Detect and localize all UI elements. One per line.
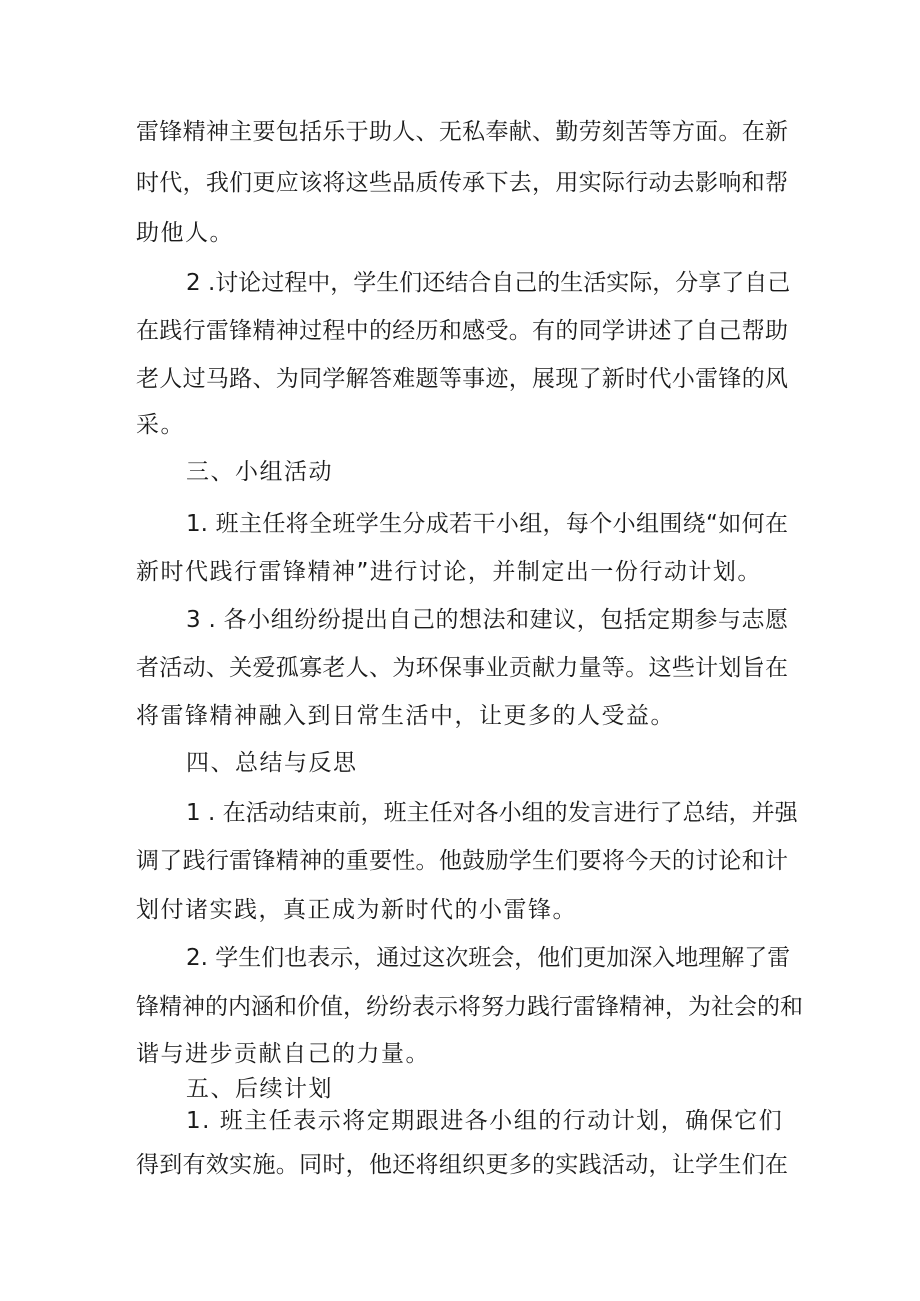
paragraph-line: 调了践行雷锋精神的重要性。他鼓励学生们要将今天的讨论和计	[136, 848, 788, 874]
paragraph-line: 2 .讨论过程中，学生们还结合自己的生活实际，分享了自己	[186, 270, 791, 296]
paragraph-line: 1. 班主任将全班学生分成若干小组，每个小组围绕“如何在	[186, 511, 788, 537]
paragraph-line: 3 . 各小组纷纷提出自己的想法和建议，包括定期参与志愿	[186, 607, 788, 633]
paragraph-line: 1. 班主任表示将定期跟进各小组的行动计划，确保它们	[186, 1108, 784, 1134]
paragraph-line: 将雷锋精神融入到日常生活中，让更多的人受益。	[136, 703, 675, 729]
paragraph-line: 老人过马路、为同学解答难题等事迹，展现了新时代小雷锋的风	[136, 366, 788, 392]
paragraph-line: 采。	[136, 412, 185, 438]
section-heading: 三、小组活动	[186, 459, 333, 485]
paragraph-line: 2. 学生们也表示，通过这次班会，他们更加深入地理解了雷	[186, 945, 791, 971]
paragraph-line: 雷锋精神主要包括乐于助人、无私奉献、勤劳刻苦等方面。在新	[136, 119, 788, 145]
section-heading: 五、后续计划	[186, 1076, 333, 1102]
paragraph-line: 1 . 在活动结束前，班主任对各小组的发言进行了总结，并强	[186, 800, 798, 826]
paragraph-line: 新时代践行雷锋精神”进行讨论，并制定出一份行动计划。	[136, 559, 762, 585]
paragraph-line: 锋精神的内涵和价值，纷纷表示将努力践行雷锋精神，为社会的和	[136, 994, 803, 1020]
paragraph-line: 时代，我们更应该将这些品质传承下去，用实际行动去影响和帮	[136, 170, 788, 196]
paragraph-line: 助他人。	[136, 220, 234, 246]
paragraph-line: 在践行雷锋精神过程中的经历和感受。有的同学讲述了自己帮助	[136, 318, 788, 344]
paragraph-line: 者活动、关爱孤寡老人、为环保事业贡献力量等。这些计划旨在	[136, 655, 788, 681]
section-heading: 四、总结与反思	[186, 750, 358, 776]
paragraph-line: 划付诸实践，真正成为新时代的小雷锋。	[136, 897, 577, 923]
paragraph-line: 得到有效实施。同时，他还将组织更多的实践活动，让学生们在	[136, 1152, 788, 1178]
paragraph-line: 谐与进步贡献自己的力量。	[136, 1041, 430, 1067]
